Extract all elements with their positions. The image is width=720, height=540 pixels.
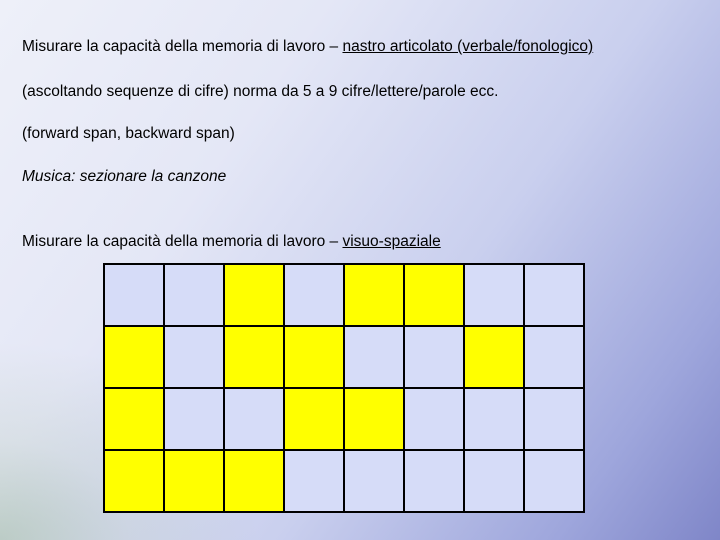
line1-underlined: nastro articolato (verbale/fonologico) xyxy=(342,38,594,55)
grid-cell xyxy=(165,265,223,325)
grid-cell xyxy=(285,451,343,511)
grid-cell xyxy=(165,451,223,511)
grid-cell xyxy=(345,265,403,325)
grid-cell xyxy=(105,265,163,325)
grid-cell xyxy=(405,451,463,511)
grid-cell xyxy=(465,451,523,511)
grid-cell xyxy=(405,389,463,449)
visuospatial-grid xyxy=(103,263,585,513)
grid-cell xyxy=(285,265,343,325)
text-line-visuospatial-memory xyxy=(22,233,441,251)
grid-cell xyxy=(525,389,583,449)
text-line-verbal-memory xyxy=(22,38,593,56)
line5-underlined: visuo-spaziale xyxy=(342,233,441,250)
grid-cell xyxy=(285,389,343,449)
grid-cell xyxy=(345,451,403,511)
grid-cell xyxy=(165,327,223,387)
grid-cell xyxy=(105,451,163,511)
grid-cell xyxy=(465,265,523,325)
line1-prefix: Misurare la capacità della memoria di lavoro – xyxy=(22,38,343,55)
grid-cell xyxy=(465,389,523,449)
text-line-span-types: (forward span, backward span) xyxy=(22,125,235,142)
grid-cell xyxy=(345,389,403,449)
grid-cell xyxy=(225,451,283,511)
grid-cell xyxy=(165,389,223,449)
grid-cell xyxy=(525,265,583,325)
grid-cell xyxy=(345,327,403,387)
grid-cell xyxy=(105,389,163,449)
text-line-music: Musica: sezionare la canzone xyxy=(22,168,227,185)
grid-cell xyxy=(285,327,343,387)
grid-cell xyxy=(525,451,583,511)
grid-cell xyxy=(525,327,583,387)
grid-cell xyxy=(225,327,283,387)
grid-cell xyxy=(405,327,463,387)
line5-prefix: Misurare la capacità della memoria di lavoro – xyxy=(22,233,343,250)
grid-cell xyxy=(225,389,283,449)
text-line-digit-sequences: (ascoltando sequenze di cifre) norma da 5 a 9 cifre/lettere/parole ecc. xyxy=(22,83,499,100)
grid-cell xyxy=(225,265,283,325)
grid-cell xyxy=(465,327,523,387)
grid-cell xyxy=(105,327,163,387)
grid-cell xyxy=(405,265,463,325)
